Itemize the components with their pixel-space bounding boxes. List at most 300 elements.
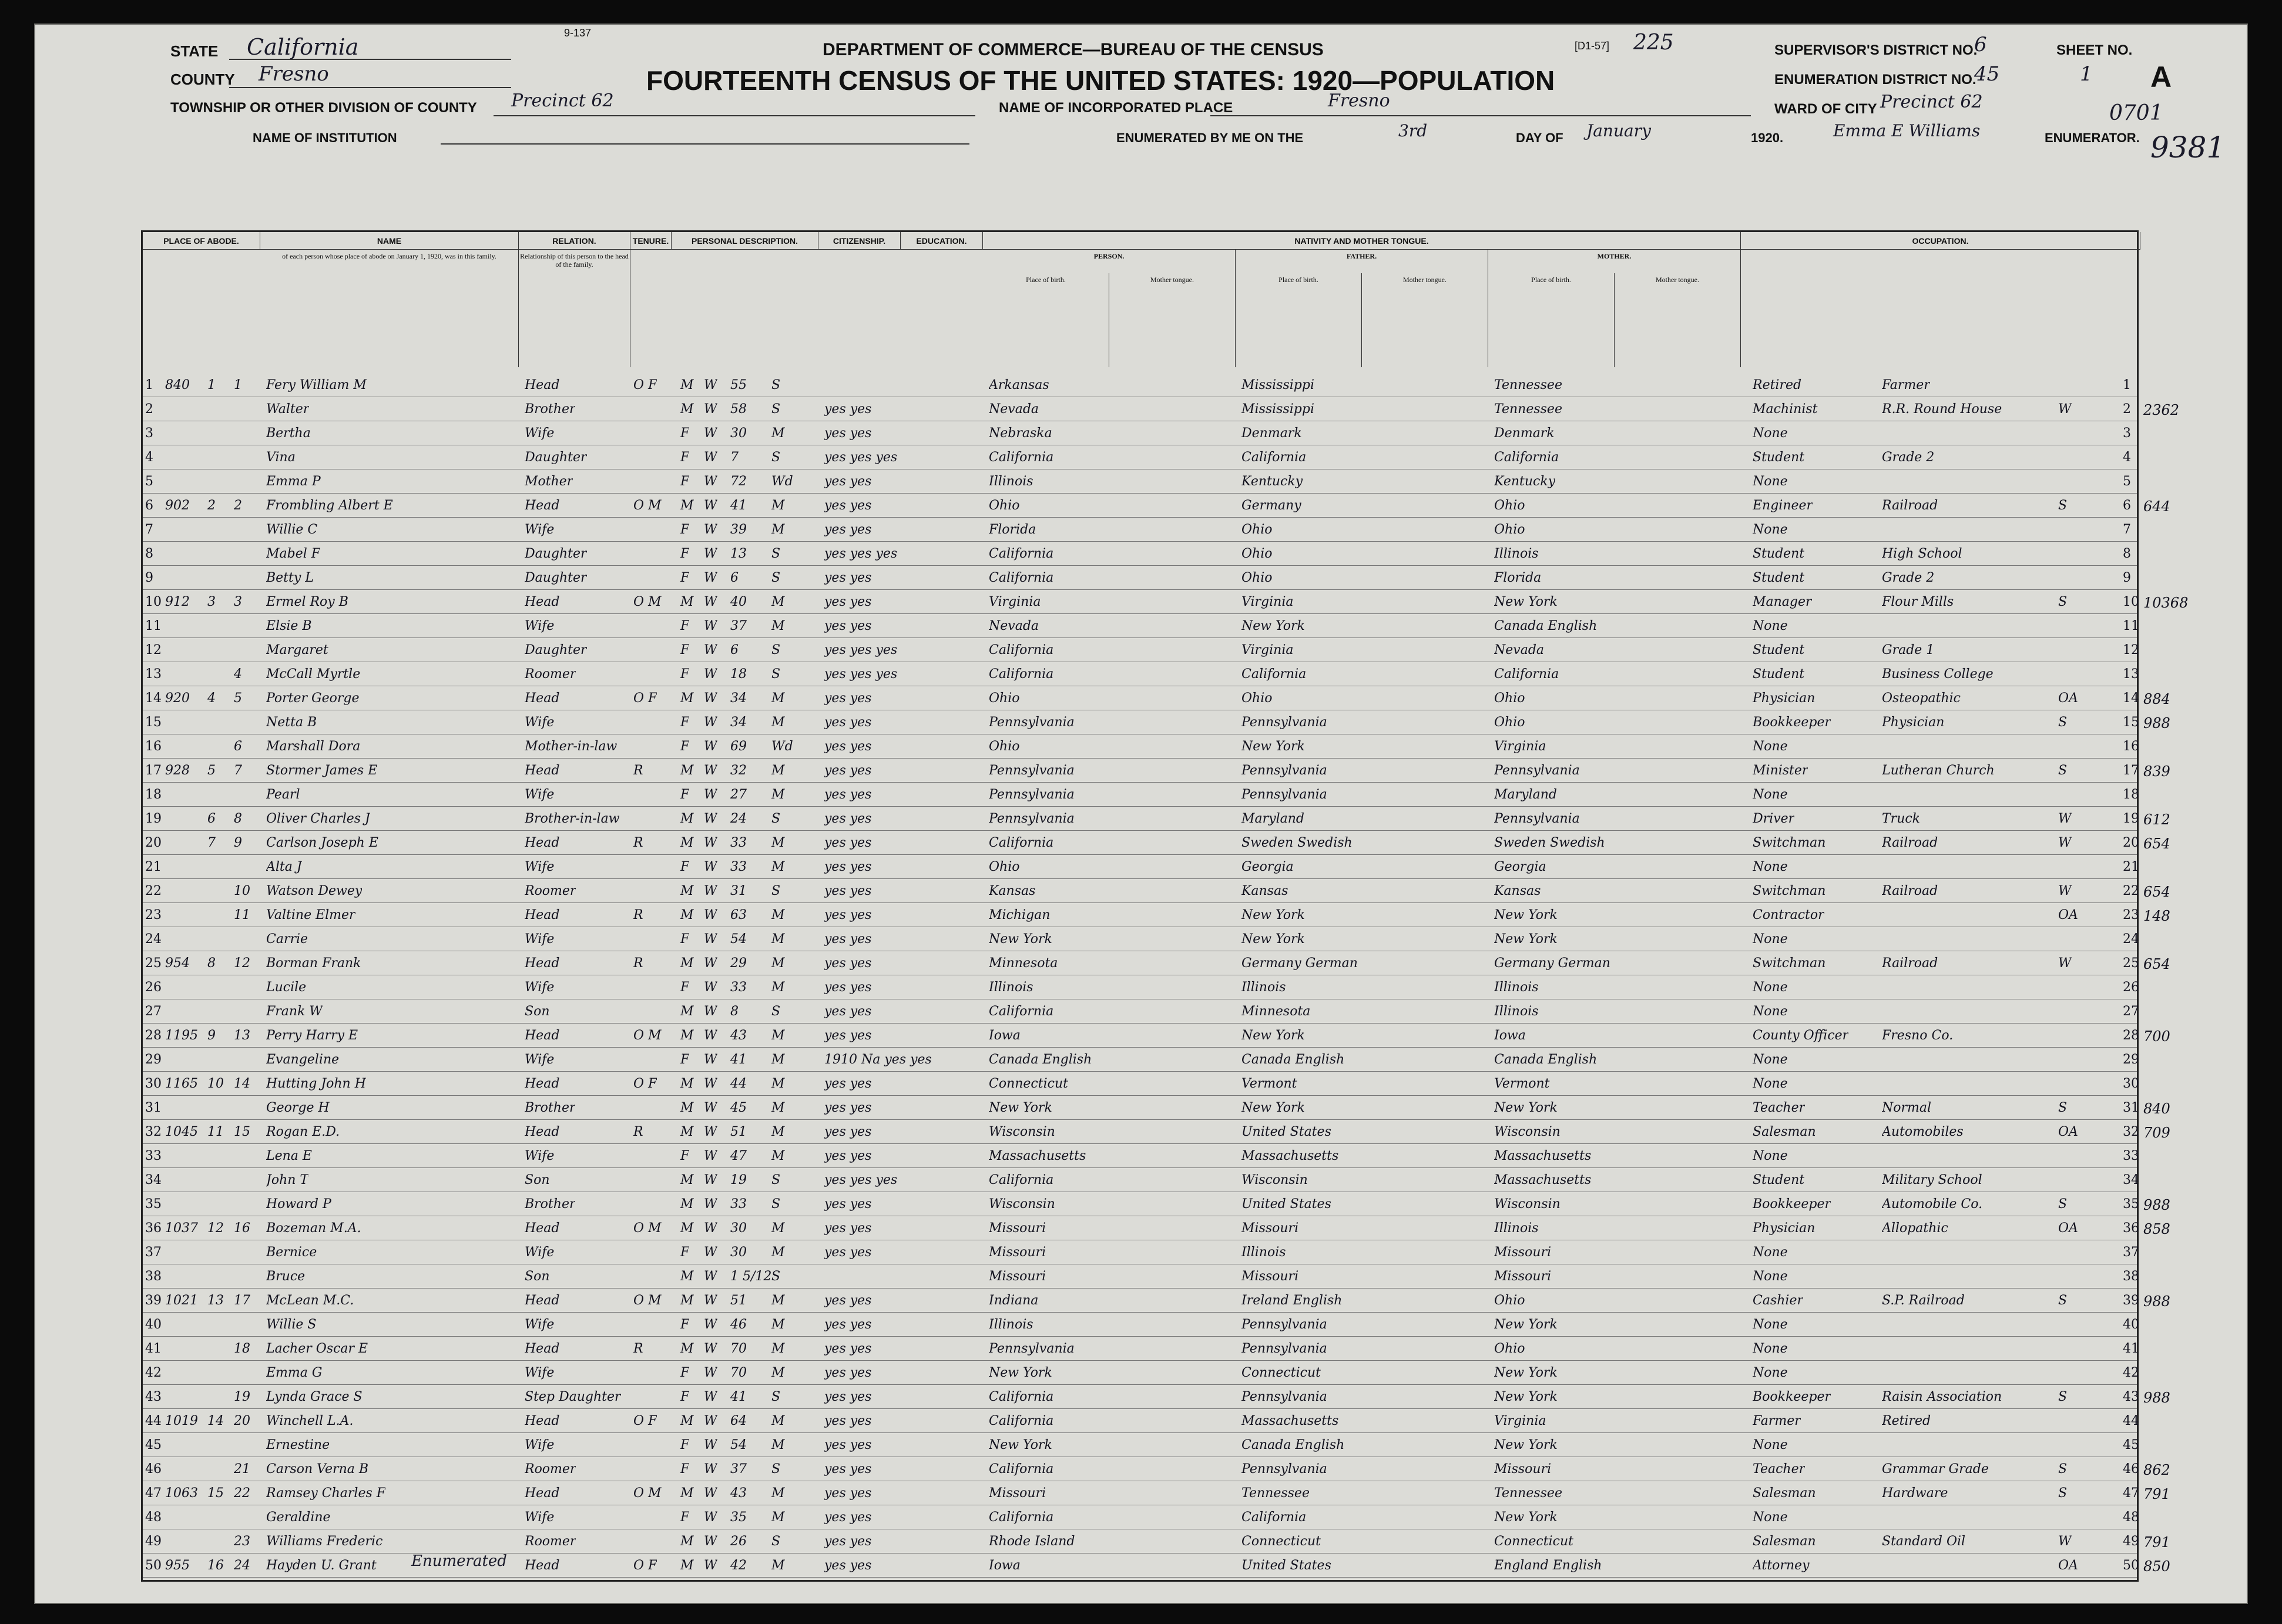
marital-status: M xyxy=(771,1510,785,1525)
mother-birthplace: Canada English xyxy=(1494,619,1598,633)
education-citizenship: yes yes xyxy=(824,763,872,778)
relation: Head xyxy=(525,1341,560,1356)
dwelling-number: 5 xyxy=(207,763,216,778)
enumerated-day: 3rd xyxy=(1398,121,1428,140)
industry: Normal xyxy=(1882,1100,1932,1115)
race: W xyxy=(704,643,717,657)
sex: M xyxy=(680,1221,694,1236)
line-number-right: 26 xyxy=(2123,980,2139,995)
relation: Head xyxy=(525,836,560,850)
table-row xyxy=(143,638,2137,662)
marital-status: S xyxy=(771,378,781,392)
employer-class: S xyxy=(2058,1390,2068,1404)
race: W xyxy=(704,884,717,898)
margin-code: 10368 xyxy=(2143,595,2189,611)
row-container xyxy=(143,373,2189,1580)
line-number-right: 4 xyxy=(2123,450,2131,465)
marital-status: M xyxy=(771,932,785,947)
sex: F xyxy=(680,450,690,465)
age: 29 xyxy=(730,956,747,971)
person-name: Willie C xyxy=(266,522,318,537)
occupation: None xyxy=(1753,426,1788,441)
marital-status: M xyxy=(771,522,785,537)
enum-district-label: ENUMERATION DISTRICT NO. xyxy=(1774,72,1976,88)
marital-status: S xyxy=(771,1004,781,1019)
birthplace: Wisconsin xyxy=(989,1197,1055,1212)
sex: F xyxy=(680,1317,690,1332)
sex: M xyxy=(680,884,694,898)
sex: M xyxy=(680,402,694,417)
industry: Railroad xyxy=(1882,836,1938,850)
employer-class: W xyxy=(2058,1534,2072,1549)
education-citizenship: yes yes yes xyxy=(824,667,898,682)
line-number-right: 20 xyxy=(2123,836,2139,850)
mother-birthplace: Florida xyxy=(1494,571,1542,585)
family-number: 22 xyxy=(234,1486,250,1501)
sex: F xyxy=(680,667,690,682)
sex: M xyxy=(680,1414,694,1428)
sheet-label: SHEET NO. xyxy=(2056,42,2133,58)
birthplace: Nevada xyxy=(989,402,1039,417)
father-birthplace: New York xyxy=(1241,619,1305,633)
house-number: 1165 xyxy=(165,1076,198,1091)
line-number: 11 xyxy=(145,619,162,633)
table-row xyxy=(143,759,2170,783)
house-number: 902 xyxy=(165,498,190,513)
birthplace: Florida xyxy=(989,522,1036,537)
table-row xyxy=(143,831,2170,855)
occupation: Switchman xyxy=(1753,884,1826,898)
race: W xyxy=(704,1004,717,1019)
marital-status: S xyxy=(771,1534,781,1549)
table-row xyxy=(143,879,2170,903)
father-birthplace: Germany xyxy=(1241,498,1301,513)
person-name: Winchell L.A. xyxy=(266,1414,354,1428)
table-row xyxy=(143,421,2137,445)
line-number-right: 44 xyxy=(2123,1414,2139,1428)
age: 51 xyxy=(730,1125,747,1139)
family-number: 4 xyxy=(234,667,242,682)
birthplace: Pennsylvania xyxy=(989,1341,1075,1356)
line-number-right: 42 xyxy=(2123,1365,2139,1380)
margin-code: 988 xyxy=(2143,1293,2170,1310)
birthplace: Illinois xyxy=(989,474,1033,489)
sex: M xyxy=(680,908,694,922)
line-number: 43 xyxy=(145,1390,162,1404)
birthplace: Iowa xyxy=(989,1558,1021,1573)
education-citizenship: yes yes xyxy=(824,932,872,947)
tenure: O F xyxy=(633,378,657,392)
birthplace: California xyxy=(989,546,1054,561)
sex: M xyxy=(680,1028,694,1043)
marital-status: M xyxy=(771,860,785,874)
group-nativity: NATIVITY AND MOTHER TONGUE. xyxy=(983,232,1741,250)
race: W xyxy=(704,1317,717,1332)
table-row xyxy=(143,1024,2170,1048)
occupation: None xyxy=(1753,932,1788,947)
mother-birthplace: New York xyxy=(1494,908,1558,922)
house-number: 955 xyxy=(165,1558,190,1573)
family-number: 15 xyxy=(234,1125,250,1139)
birthplace: California xyxy=(989,1004,1054,1019)
mother-birthplace: New York xyxy=(1494,1390,1558,1404)
occupation: None xyxy=(1753,739,1788,754)
line-number: 32 xyxy=(145,1125,162,1139)
line-number: 31 xyxy=(145,1100,162,1115)
employer-class: OA xyxy=(2058,1221,2078,1236)
birthplace: Iowa xyxy=(989,1028,1021,1043)
house-number: 920 xyxy=(165,691,190,706)
relation: Wife xyxy=(525,1438,555,1452)
marital-status: M xyxy=(771,1052,785,1067)
occupation: County Officer xyxy=(1753,1028,1849,1043)
sex: M xyxy=(680,1004,694,1019)
age: 41 xyxy=(730,1390,747,1404)
dwelling-number: 12 xyxy=(207,1221,224,1236)
relation: Wife xyxy=(525,715,555,730)
race: W xyxy=(704,1245,717,1260)
line-number: 28 xyxy=(145,1028,162,1043)
township-label: TOWNSHIP OR OTHER DIVISION OF COUNTY xyxy=(170,100,477,116)
father-birthplace: Georgia xyxy=(1241,860,1294,874)
sex: F xyxy=(680,860,690,874)
age: 44 xyxy=(730,1076,747,1091)
dwelling-number: 9 xyxy=(207,1028,216,1043)
occupation: Minister xyxy=(1753,763,1808,778)
form-stamp-hw: 225 xyxy=(1633,31,1674,55)
dwelling-number: 6 xyxy=(207,811,216,826)
table-row xyxy=(143,903,2170,927)
race: W xyxy=(704,474,717,489)
relation: Roomer xyxy=(525,1462,576,1477)
sex: F xyxy=(680,1149,690,1163)
employer-class: OA xyxy=(2058,908,2078,922)
relation: Head xyxy=(525,1414,560,1428)
father-birthplace: Pennsylvania xyxy=(1241,763,1327,778)
table-row xyxy=(143,1385,2170,1409)
family-number: 18 xyxy=(234,1341,250,1356)
relation: Wife xyxy=(525,1052,555,1067)
birthplace: California xyxy=(989,836,1054,850)
age: 51 xyxy=(730,1293,747,1308)
line-number: 33 xyxy=(145,1149,162,1163)
birthplace: Canada English xyxy=(989,1052,1092,1067)
mother-birthplace: Nevada xyxy=(1494,643,1545,657)
education-citizenship: yes yes xyxy=(824,1245,872,1260)
person-name: Perry Harry E xyxy=(266,1028,358,1043)
race: W xyxy=(704,1052,717,1067)
race: W xyxy=(704,498,717,513)
family-number: 6 xyxy=(234,739,242,754)
person-name: Rogan E.D. xyxy=(266,1125,340,1139)
race: W xyxy=(704,980,717,995)
marital-status: S xyxy=(771,450,781,465)
age: 13 xyxy=(730,546,747,561)
father-birthplace: New York xyxy=(1241,932,1305,947)
sex: F xyxy=(680,739,690,754)
mother-birthplace: New York xyxy=(1494,1438,1558,1452)
race: W xyxy=(704,1365,717,1380)
industry: Automobile Co. xyxy=(1882,1197,1983,1212)
age: 33 xyxy=(730,1197,747,1212)
person-name: Valtine Elmer xyxy=(266,908,355,922)
line-number: 18 xyxy=(145,787,162,802)
race: W xyxy=(704,1558,717,1573)
education-citizenship: yes yes xyxy=(824,1149,872,1163)
relation: Wife xyxy=(525,980,555,995)
line-number: 41 xyxy=(145,1341,162,1356)
margin-code-1: 0701 xyxy=(2109,101,2163,125)
marital-status: S xyxy=(771,811,781,826)
marital-status: M xyxy=(771,1028,785,1043)
marital-status: M xyxy=(771,1221,785,1236)
table-row xyxy=(143,373,2137,397)
industry: Railroad xyxy=(1882,884,1938,898)
family-number: 1 xyxy=(234,378,242,392)
mother-birthplace: Tennessee xyxy=(1494,1486,1562,1501)
margin-code: 654 xyxy=(2143,956,2170,972)
house-number: 1063 xyxy=(165,1486,198,1501)
occupation: None xyxy=(1753,1004,1788,1019)
mother-birthplace: Tennessee xyxy=(1494,402,1562,417)
race: W xyxy=(704,571,717,585)
relation: Head xyxy=(525,595,560,609)
mother-birthplace: Sweden Swedish xyxy=(1494,836,1605,850)
day-of-label: DAY OF xyxy=(1516,130,1563,145)
race: W xyxy=(704,956,717,971)
occupation: None xyxy=(1753,619,1788,633)
race: W xyxy=(704,402,717,417)
age: 6 xyxy=(730,643,739,657)
table-row xyxy=(143,469,2137,494)
occupation: Teacher xyxy=(1753,1462,1806,1477)
occupation: None xyxy=(1753,860,1788,874)
employer-class: S xyxy=(2058,715,2068,730)
education-citizenship: yes yes yes xyxy=(824,1173,898,1187)
line-number-right: 7 xyxy=(2123,522,2131,537)
line-number: 35 xyxy=(145,1197,162,1212)
line-number-right: 36 xyxy=(2123,1221,2139,1236)
birthplace: Ohio xyxy=(989,498,1020,513)
father-birthplace: Virginia xyxy=(1241,595,1294,609)
age: 1 5/12 xyxy=(730,1269,772,1284)
marital-status: S xyxy=(771,571,781,585)
line-number: 48 xyxy=(145,1510,162,1525)
occupation: Machinist xyxy=(1753,402,1818,417)
tenure: O F xyxy=(633,1558,657,1573)
line-number-right: 47 xyxy=(2123,1486,2139,1501)
person-name: Fery William M xyxy=(266,378,367,392)
line-number-right: 22 xyxy=(2123,884,2139,898)
enumerator-label: ENUMERATOR. xyxy=(2045,130,2140,145)
mother-birthplace: New York xyxy=(1494,595,1558,609)
occupation: Teacher xyxy=(1753,1100,1806,1115)
table-row xyxy=(143,494,2170,518)
marital-status: S xyxy=(771,1197,781,1212)
sex: F xyxy=(680,980,690,995)
occupation: None xyxy=(1753,1149,1788,1163)
supervisor-label: SUPERVISOR'S DISTRICT NO. xyxy=(1774,42,1978,58)
sex: M xyxy=(680,1076,694,1091)
line-number-right: 45 xyxy=(2123,1438,2139,1452)
birthplace: Kansas xyxy=(989,884,1036,898)
relation: Wife xyxy=(525,1245,555,1260)
line-number-right: 48 xyxy=(2123,1510,2139,1525)
group-education: EDUCATION. xyxy=(901,232,983,250)
education-citizenship: 1910 Na yes yes xyxy=(824,1052,932,1067)
relation: Son xyxy=(525,1173,550,1187)
dwelling-number: 8 xyxy=(207,956,216,971)
education-citizenship: yes yes xyxy=(824,956,872,971)
person-name: Netta B xyxy=(266,715,317,730)
line-number-right: 29 xyxy=(2123,1052,2139,1067)
table-row xyxy=(143,783,2137,807)
sex: F xyxy=(680,619,690,633)
industry: Automobiles xyxy=(1882,1125,1964,1139)
marital-status: S xyxy=(771,884,781,898)
age: 43 xyxy=(730,1028,747,1043)
line-number-right: 27 xyxy=(2123,1004,2139,1019)
employer-class: S xyxy=(2058,1462,2068,1477)
father-birthplace: Canada English xyxy=(1241,1438,1345,1452)
line-number-right: 16 xyxy=(2123,739,2139,754)
age: 64 xyxy=(730,1414,747,1428)
tenure: R xyxy=(633,1341,643,1356)
birthplace: Missouri xyxy=(989,1221,1046,1236)
mother-birthplace: Germany German xyxy=(1494,956,1610,971)
table-row xyxy=(143,927,2137,951)
age: 41 xyxy=(730,1052,747,1067)
sex: F xyxy=(680,474,690,489)
marital-status: M xyxy=(771,619,785,633)
line-number: 7 xyxy=(145,522,153,537)
tenure: O M xyxy=(633,1028,662,1043)
line-number-right: 35 xyxy=(2123,1197,2139,1212)
relation: Wife xyxy=(525,1149,555,1163)
father-birthplace: Maryland xyxy=(1241,811,1304,826)
birthplace: Indiana xyxy=(989,1293,1039,1308)
sex: M xyxy=(680,1534,694,1549)
education-citizenship: yes yes xyxy=(824,1510,872,1525)
race: W xyxy=(704,1293,717,1308)
age: 47 xyxy=(730,1149,747,1163)
dwelling-number: 13 xyxy=(207,1293,224,1308)
line-number: 45 xyxy=(145,1438,162,1452)
person-name: Ernestine xyxy=(266,1438,330,1452)
race: W xyxy=(704,522,717,537)
line-number-right: 13 xyxy=(2123,667,2139,682)
person-name: Frank W xyxy=(266,1004,323,1019)
employer-class: S xyxy=(2058,498,2068,513)
person-name: Hutting John H xyxy=(266,1076,366,1091)
age: 42 xyxy=(730,1558,747,1573)
relation: Head xyxy=(525,956,560,971)
birthplace: Illinois xyxy=(989,980,1033,995)
mother-birthplace: Illinois xyxy=(1494,1004,1539,1019)
industry: Lutheran Church xyxy=(1882,763,1995,778)
mother-birthplace: New York xyxy=(1494,932,1558,947)
person-name: Willie S xyxy=(266,1317,317,1332)
father-birthplace: Virginia xyxy=(1241,643,1294,657)
line-number: 1 xyxy=(145,378,153,392)
father-birthplace: Pennsylvania xyxy=(1241,1462,1327,1477)
father-birthplace: Pennsylvania xyxy=(1241,1317,1327,1332)
birthplace: California xyxy=(989,1462,1054,1477)
family-number: 16 xyxy=(234,1221,250,1236)
occupation: Switchman xyxy=(1753,956,1826,971)
relation: Head xyxy=(525,1486,560,1501)
person-name: Vina xyxy=(266,450,296,465)
line-number-right: 9 xyxy=(2123,571,2131,585)
employer-class: S xyxy=(2058,595,2068,609)
line-number: 39 xyxy=(145,1293,162,1308)
employer-class: W xyxy=(2058,402,2072,417)
family-number: 11 xyxy=(234,908,250,922)
line-number-right: 8 xyxy=(2123,546,2131,561)
mother-birthplace: Missouri xyxy=(1494,1462,1552,1477)
line-number-right: 11 xyxy=(2123,619,2139,633)
tenure: O M xyxy=(633,1221,662,1236)
age: 18 xyxy=(730,667,747,682)
person-name: Lacher Oscar E xyxy=(266,1341,368,1356)
occupation: None xyxy=(1753,1245,1788,1260)
marital-status: Wd xyxy=(771,739,793,754)
race: W xyxy=(704,1486,717,1501)
mother-birthplace: California xyxy=(1494,667,1559,682)
line-number: 44 xyxy=(145,1414,162,1428)
sex: F xyxy=(680,715,690,730)
marital-status: M xyxy=(771,1149,785,1163)
education-citizenship: yes yes xyxy=(824,1317,872,1332)
census-sheet xyxy=(34,24,2248,1604)
age: 6 xyxy=(730,571,739,585)
occupation: Bookkeeper xyxy=(1753,1390,1831,1404)
relation: Brother xyxy=(525,402,576,417)
education-citizenship: yes yes xyxy=(824,1558,872,1573)
group-occupation: OCCUPATION. xyxy=(1741,232,2140,250)
sex: F xyxy=(680,1052,690,1067)
table-row xyxy=(143,1433,2137,1457)
employer-class: OA xyxy=(2058,691,2078,706)
house-number: 1021 xyxy=(165,1293,198,1308)
employer-class: W xyxy=(2058,884,2072,898)
industry: Hardware xyxy=(1882,1486,1948,1501)
line-number: 23 xyxy=(145,908,162,922)
father-birthplace: New York xyxy=(1241,1100,1305,1115)
sex: F xyxy=(680,1245,690,1260)
table-row xyxy=(143,1337,2137,1361)
person-name: Hayden U. Grant xyxy=(266,1558,377,1573)
marital-status: S xyxy=(771,1390,781,1404)
mother-birthplace: Ohio xyxy=(1494,498,1525,513)
person-name: Evangeline xyxy=(266,1052,340,1067)
birthplace: New York xyxy=(989,1365,1052,1380)
line-number: 19 xyxy=(145,811,162,826)
census-title: FOURTEENTH CENSUS OF THE UNITED STATES: 1920—POPULATION xyxy=(646,65,1555,96)
age: 8 xyxy=(730,1004,739,1019)
house-number: 954 xyxy=(165,956,190,971)
father-birthplace: Pennsylvania xyxy=(1241,1390,1327,1404)
table-row xyxy=(143,807,2170,831)
employer-class: S xyxy=(2058,1100,2068,1115)
father-birthplace: Pennsylvania xyxy=(1241,787,1327,802)
father-birthplace: United States xyxy=(1241,1558,1331,1573)
industry: Raisin Association xyxy=(1882,1390,2002,1404)
age: 55 xyxy=(730,378,747,392)
marital-status: S xyxy=(771,1173,781,1187)
occupation: Physician xyxy=(1753,691,1815,706)
table-row xyxy=(143,1144,2137,1168)
